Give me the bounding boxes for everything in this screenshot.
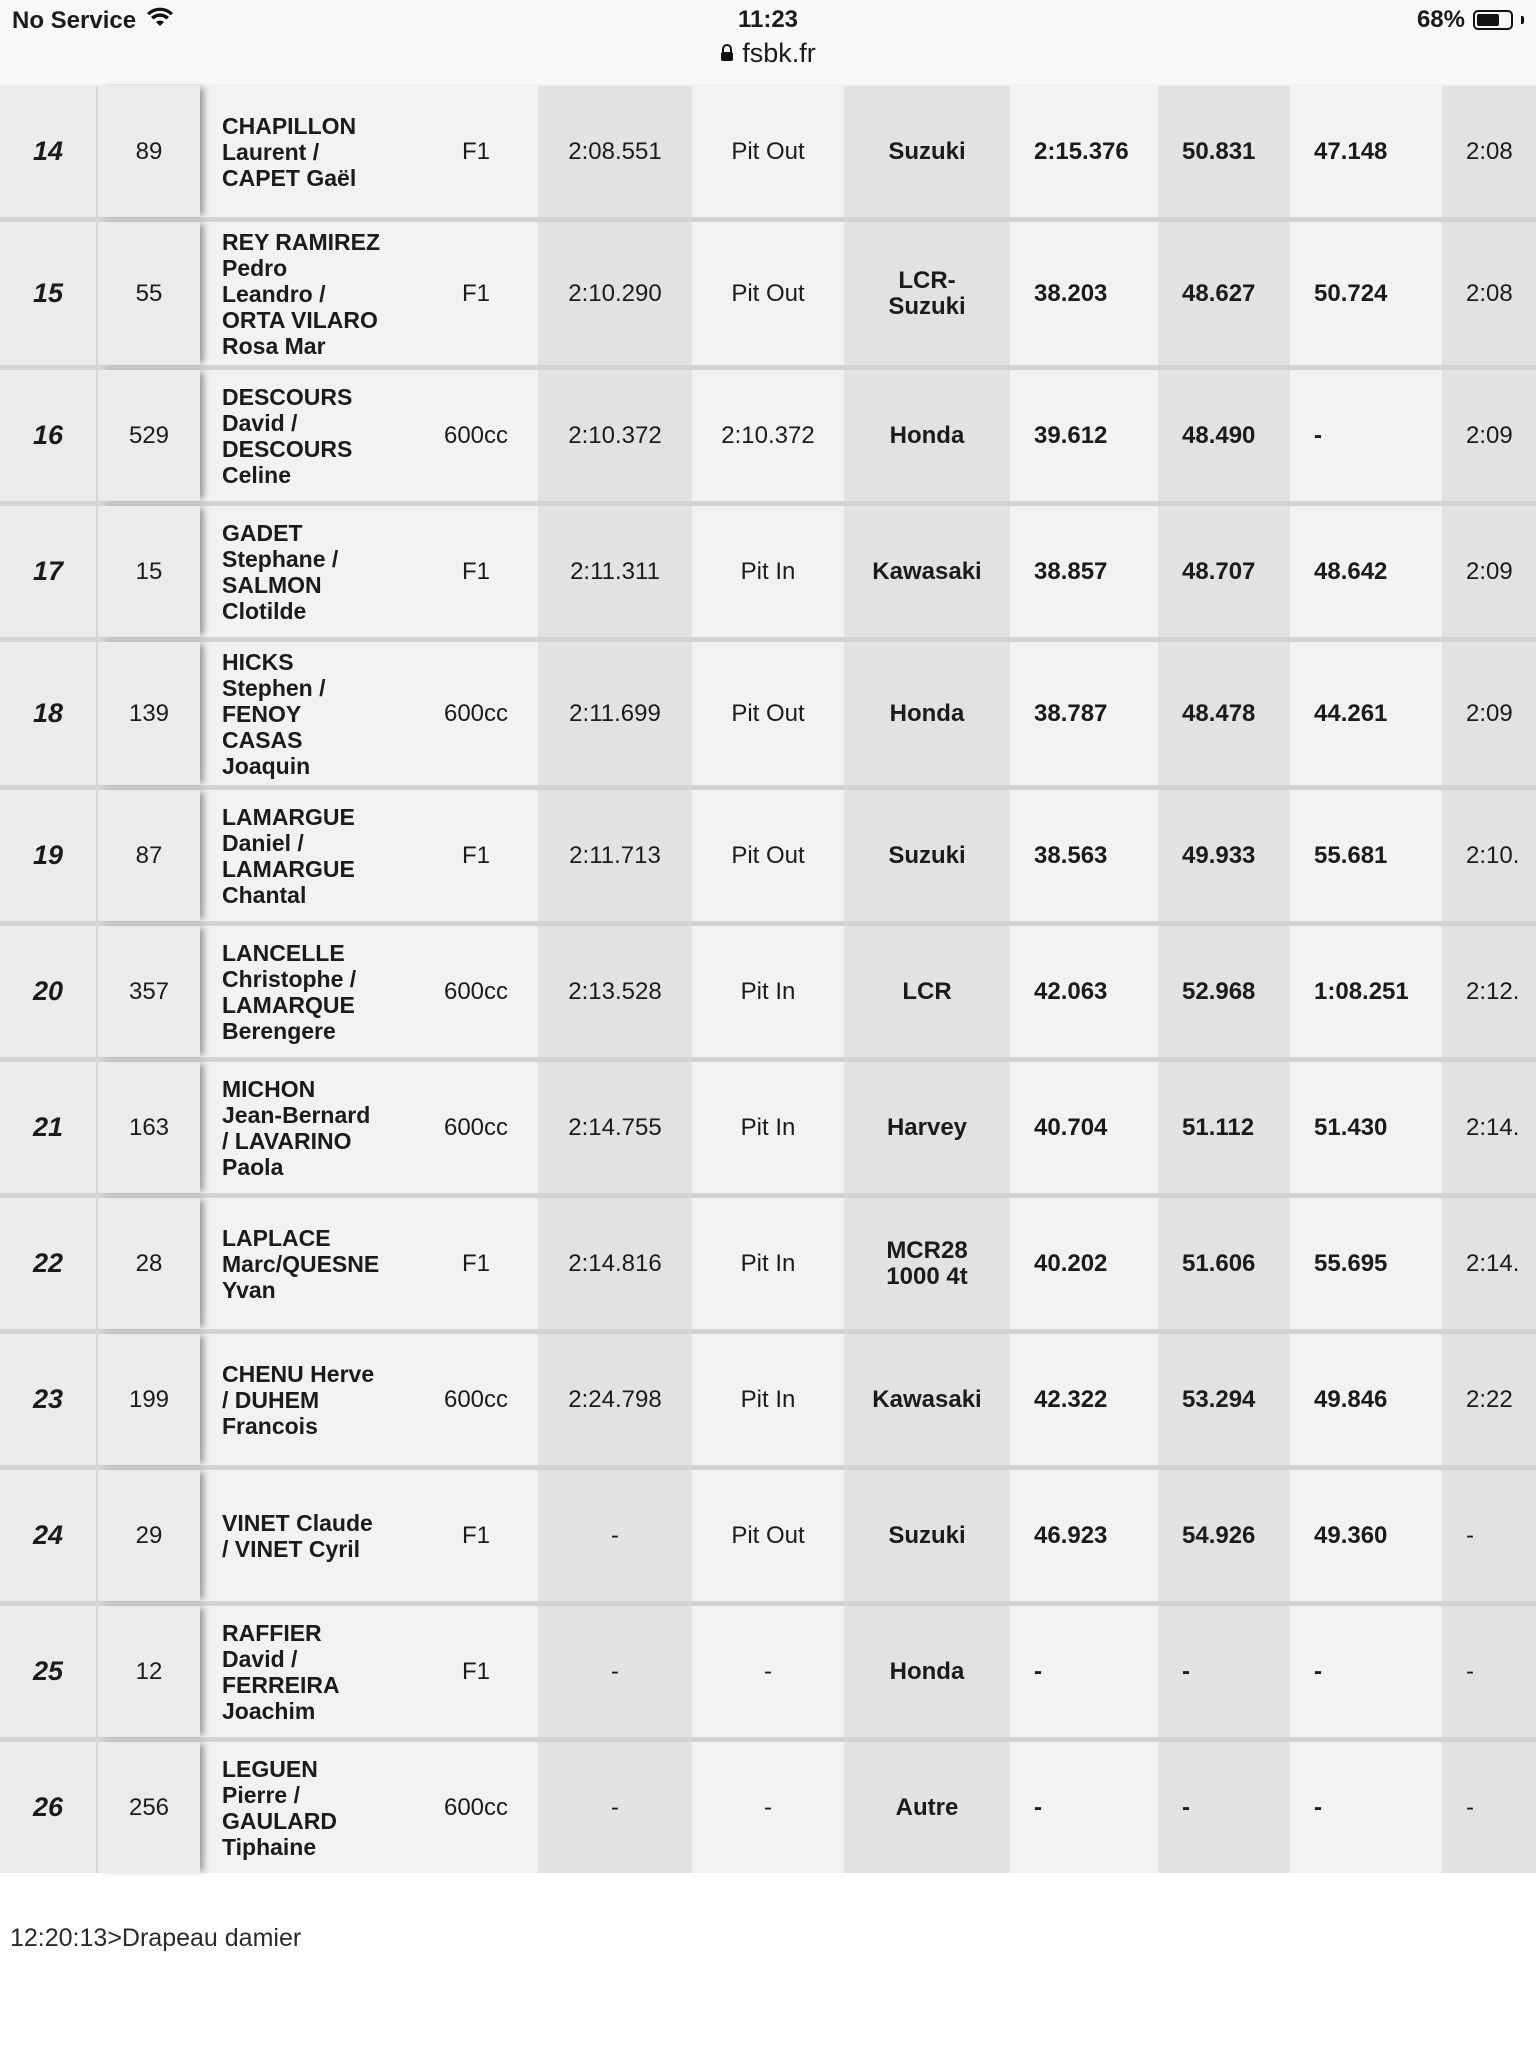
sector2-cell: 48.478 xyxy=(1158,642,1290,785)
rider-names-line: Rosa Mar xyxy=(222,332,326,359)
last-lap-cell: Pit In xyxy=(692,926,844,1057)
position-cell: 19 xyxy=(0,790,98,921)
manufacturer-line: Honda xyxy=(889,421,965,449)
manufacturer-line: Suzuki xyxy=(888,841,966,869)
table-row[interactable] xyxy=(0,1606,1536,1737)
bike-number-cell: 163 xyxy=(98,1062,200,1193)
lap-time-cell: 2:08 xyxy=(1442,86,1536,217)
manufacturer-line: Suzuki xyxy=(888,1521,966,1549)
category-cell: F1 xyxy=(414,1470,538,1601)
rider-names-line: Chantal xyxy=(222,881,307,908)
bike-number-cell: 199 xyxy=(98,1334,200,1465)
rider-names-line: Celine xyxy=(222,461,292,488)
manufacturer-cell xyxy=(844,370,1010,501)
rider-names-cell xyxy=(200,1334,414,1465)
sector1-cell: 39.612 xyxy=(1010,370,1158,501)
rider-names-line: Daniel / xyxy=(222,829,304,856)
rider-names-line: CHAPILLON xyxy=(222,112,357,139)
manufacturer-cell xyxy=(844,1742,1010,1873)
manufacturer-line: Harvey xyxy=(886,1113,968,1141)
table-row[interactable] xyxy=(0,1742,1536,1873)
rider-names-line: REY RAMIREZ xyxy=(222,228,381,255)
category-cell: F1 xyxy=(414,1198,538,1329)
lap-time-cell: 2:08 xyxy=(1442,222,1536,365)
bike-number-cell: 89 xyxy=(98,86,200,217)
manufacturer-cell xyxy=(844,926,1010,1057)
rider-names-line: Laurent / xyxy=(222,138,320,165)
rider-names-line: / VINET Cyril xyxy=(222,1535,361,1562)
category-cell: 600cc xyxy=(414,1062,538,1193)
last-lap-cell: Pit Out xyxy=(692,222,844,365)
table-row[interactable] xyxy=(0,506,1536,637)
sector2-cell: - xyxy=(1158,1742,1290,1873)
last-lap-cell: Pit In xyxy=(692,1062,844,1193)
battery-icon xyxy=(1473,10,1513,30)
rider-names-cell xyxy=(200,1470,414,1601)
lap-time-cell: 2:10. xyxy=(1442,790,1536,921)
rider-names-line: CHENU Herve xyxy=(222,1360,375,1387)
last-lap-cell: - xyxy=(692,1606,844,1737)
rider-names-cell xyxy=(200,1062,414,1193)
rider-names-line: LAMARGUE xyxy=(222,803,355,830)
rider-names-line: Pierre / xyxy=(222,1781,300,1808)
manufacturer-line: Kawasaki xyxy=(872,1385,982,1413)
sector3-cell: 1:08.251 xyxy=(1290,926,1442,1057)
rider-names-line: Joaquin xyxy=(222,752,311,779)
rider-names-line: Paola xyxy=(222,1153,284,1180)
rider-names-cell xyxy=(200,926,414,1057)
manufacturer-cell xyxy=(844,1334,1010,1465)
rider-names-line: ORTA VILARO xyxy=(222,306,378,333)
table-row[interactable] xyxy=(0,790,1536,921)
best-lap-cell: 2:14.755 xyxy=(538,1062,692,1193)
rider-names-line: CAPET Gaël xyxy=(222,164,357,191)
rider-names-cell xyxy=(200,506,414,637)
bike-number-cell: 55 xyxy=(98,222,200,365)
rider-names-line: HICKS xyxy=(222,648,294,675)
rider-names-line: LEGUEN xyxy=(222,1755,318,1782)
carrier-label: No Service xyxy=(12,6,137,34)
bike-number-cell: 15 xyxy=(98,506,200,637)
manufacturer-cell xyxy=(844,86,1010,217)
last-lap-cell: Pit Out xyxy=(692,642,844,785)
table-row[interactable] xyxy=(0,642,1536,785)
rider-names-line: / DUHEM xyxy=(222,1386,320,1413)
rider-names-cell xyxy=(200,1606,414,1737)
manufacturer-cell xyxy=(844,642,1010,785)
manufacturer-line: LCR- xyxy=(898,266,956,294)
rider-names-line: CASAS xyxy=(222,726,303,753)
category-cell: 600cc xyxy=(414,370,538,501)
last-lap-cell: Pit In xyxy=(692,1334,844,1465)
rider-names-line: Christophe / xyxy=(222,965,357,992)
manufacturer-line: Honda xyxy=(889,699,965,727)
category-cell: 600cc xyxy=(414,1334,538,1465)
rider-names-line: SALMON xyxy=(222,571,322,598)
battery-percent: 68% xyxy=(1416,6,1465,33)
sector3-cell: - xyxy=(1290,1742,1442,1873)
sector1-cell: 40.704 xyxy=(1010,1062,1158,1193)
manufacturer-cell xyxy=(844,1606,1010,1737)
table-row[interactable] xyxy=(0,1470,1536,1601)
lap-time-cell: - xyxy=(1442,1742,1536,1873)
sector1-cell: 2:15.376 xyxy=(1010,86,1158,217)
race-status-footer: 12:20:13>Drapeau damier xyxy=(10,1924,302,1952)
sector1-cell: 38.857 xyxy=(1010,506,1158,637)
category-cell: F1 xyxy=(414,506,538,637)
rider-names-line: Tiphaine xyxy=(222,1833,317,1860)
rider-names-line: FERREIRA xyxy=(222,1671,340,1698)
category-cell: F1 xyxy=(414,86,538,217)
rider-names-cell xyxy=(200,642,414,785)
sector2-cell: 48.490 xyxy=(1158,370,1290,501)
lap-time-cell: 2:09 xyxy=(1442,370,1536,501)
bike-number-cell: 256 xyxy=(98,1742,200,1873)
best-lap-cell: - xyxy=(538,1742,692,1873)
best-lap-cell: 2:08.551 xyxy=(538,86,692,217)
sector2-cell: 50.831 xyxy=(1158,86,1290,217)
rider-names-cell xyxy=(200,370,414,501)
lap-time-cell: 2:09 xyxy=(1442,506,1536,637)
manufacturer-line: 1000 4t xyxy=(886,1262,968,1290)
rider-names-cell xyxy=(200,790,414,921)
sector3-cell: 55.695 xyxy=(1290,1198,1442,1329)
sector1-cell: - xyxy=(1010,1606,1158,1737)
sector3-cell: - xyxy=(1290,370,1442,501)
rider-names-line: Stephen / xyxy=(222,674,326,701)
rider-names-line: Clotilde xyxy=(222,597,307,624)
rider-names-line: DESCOURS xyxy=(222,435,353,462)
rider-names-line: LAMARGUE xyxy=(222,855,355,882)
position-cell: 15 xyxy=(0,222,98,365)
sector2-cell: 52.968 xyxy=(1158,926,1290,1057)
sector3-cell: - xyxy=(1290,1606,1442,1737)
lap-time-cell: 2:14. xyxy=(1442,1198,1536,1329)
manufacturer-cell xyxy=(844,1062,1010,1193)
manufacturer-cell xyxy=(844,506,1010,637)
lock-icon xyxy=(720,36,734,70)
rider-names-line: Berengere xyxy=(222,1017,336,1044)
sector2-cell: 48.707 xyxy=(1158,506,1290,637)
rider-names-line: LANCELLE xyxy=(222,939,345,966)
sector1-cell: 42.322 xyxy=(1010,1334,1158,1465)
position-cell: 20 xyxy=(0,926,98,1057)
table-row[interactable] xyxy=(0,1062,1536,1193)
table-row[interactable] xyxy=(0,222,1536,365)
sector1-cell: 38.203 xyxy=(1010,222,1158,365)
position-cell: 18 xyxy=(0,642,98,785)
manufacturer-line: Kawasaki xyxy=(872,557,982,585)
lap-time-cell: 2:12. xyxy=(1442,926,1536,1057)
rider-names-line: Jean-Bernard xyxy=(222,1101,371,1128)
category-cell: 600cc xyxy=(414,642,538,785)
position-cell: 21 xyxy=(0,1062,98,1193)
sector3-cell: 47.148 xyxy=(1290,86,1442,217)
rider-names-line: Joachim xyxy=(222,1697,316,1724)
rider-names-cell xyxy=(200,86,414,217)
rider-names-line: RAFFIER xyxy=(222,1619,322,1646)
sector2-cell: 54.926 xyxy=(1158,1470,1290,1601)
last-lap-cell: Pit In xyxy=(692,1198,844,1329)
rider-names-line: DESCOURS xyxy=(222,383,353,410)
status-center xyxy=(0,4,1536,70)
rider-names-line: FENOY xyxy=(222,700,302,727)
rider-names-line: / LAVARINO xyxy=(222,1127,352,1154)
table-row[interactable] xyxy=(0,1198,1536,1329)
sector3-cell: 51.430 xyxy=(1290,1062,1442,1193)
sector1-cell: 40.202 xyxy=(1010,1198,1158,1329)
manufacturer-cell xyxy=(844,790,1010,921)
category-cell: F1 xyxy=(414,222,538,365)
manufacturer-line: LCR xyxy=(902,977,952,1005)
position-cell: 24 xyxy=(0,1470,98,1601)
bike-number-cell: 29 xyxy=(98,1470,200,1601)
lap-time-cell: - xyxy=(1442,1606,1536,1737)
category-cell: F1 xyxy=(414,1606,538,1737)
sector3-cell: 49.846 xyxy=(1290,1334,1442,1465)
bike-number-cell: 529 xyxy=(98,370,200,501)
best-lap-cell: - xyxy=(538,1470,692,1601)
table-row[interactable] xyxy=(0,926,1536,1057)
last-lap-cell: Pit Out xyxy=(692,790,844,921)
last-lap-cell: 2:10.372 xyxy=(692,370,844,501)
rider-names-line: GAULARD xyxy=(222,1807,337,1834)
category-cell: 600cc xyxy=(414,926,538,1057)
sector1-cell: 38.787 xyxy=(1010,642,1158,785)
rider-names-line: David / xyxy=(222,1645,298,1672)
sector2-cell: - xyxy=(1158,1606,1290,1737)
bike-number-cell: 139 xyxy=(98,642,200,785)
best-lap-cell: 2:14.816 xyxy=(538,1198,692,1329)
rider-names-line: Yvan xyxy=(222,1276,276,1303)
table-row[interactable] xyxy=(0,86,1536,217)
position-cell: 23 xyxy=(0,1334,98,1465)
rider-names-line: Francois xyxy=(222,1412,318,1439)
manufacturer-line: Autre xyxy=(895,1793,959,1821)
rider-names-line: Leandro / xyxy=(222,280,326,307)
lap-time-cell: - xyxy=(1442,1470,1536,1601)
best-lap-cell: 2:11.311 xyxy=(538,506,692,637)
position-cell: 26 xyxy=(0,1742,98,1873)
rider-names-line: Pedro xyxy=(222,254,288,281)
sector2-cell: 48.627 xyxy=(1158,222,1290,365)
sector2-cell: 49.933 xyxy=(1158,790,1290,921)
battery-tip xyxy=(1521,16,1524,24)
rider-names-line: MICHON xyxy=(222,1075,316,1102)
status-right xyxy=(1417,6,1524,34)
position-cell: 25 xyxy=(0,1606,98,1737)
best-lap-cell: - xyxy=(538,1606,692,1737)
manufacturer-cell xyxy=(844,1470,1010,1601)
sector2-cell: 51.112 xyxy=(1158,1062,1290,1193)
last-lap-cell: Pit In xyxy=(692,506,844,637)
best-lap-cell: 2:10.290 xyxy=(538,222,692,365)
best-lap-cell: 2:10.372 xyxy=(538,370,692,501)
sector3-cell: 50.724 xyxy=(1290,222,1442,365)
sector3-cell: 49.360 xyxy=(1290,1470,1442,1601)
clock: 11:23 xyxy=(737,6,799,33)
lap-time-cell: 2:09 xyxy=(1442,642,1536,785)
table-row[interactable] xyxy=(0,1334,1536,1465)
manufacturer-line: Honda xyxy=(889,1657,965,1685)
url-text: fsbk.fr xyxy=(742,38,816,68)
position-cell: 14 xyxy=(0,86,98,217)
bike-number-cell: 12 xyxy=(98,1606,200,1737)
manufacturer-cell xyxy=(844,1198,1010,1329)
rider-names-cell xyxy=(200,1742,414,1873)
rider-names-line: Marc/QUESNE xyxy=(222,1250,380,1277)
rider-names-line: David / xyxy=(222,409,298,436)
bike-number-cell: 87 xyxy=(98,790,200,921)
sector1-cell: 42.063 xyxy=(1010,926,1158,1057)
category-cell: 600cc xyxy=(414,1742,538,1873)
rider-names-line: LAPLACE xyxy=(222,1224,331,1251)
bike-number-cell: 357 xyxy=(98,926,200,1057)
rider-names-line: LAMARQUE xyxy=(222,991,355,1018)
category-cell: F1 xyxy=(414,790,538,921)
position-cell: 17 xyxy=(0,506,98,637)
sector1-cell: 38.563 xyxy=(1010,790,1158,921)
sector2-cell: 51.606 xyxy=(1158,1198,1290,1329)
best-lap-cell: 2:11.699 xyxy=(538,642,692,785)
last-lap-cell: Pit Out xyxy=(692,86,844,217)
last-lap-cell: Pit Out xyxy=(692,1470,844,1601)
manufacturer-line: MCR28 xyxy=(886,1236,968,1264)
best-lap-cell: 2:11.713 xyxy=(538,790,692,921)
rider-names-line: VINET Claude xyxy=(222,1509,373,1536)
best-lap-cell: 2:24.798 xyxy=(538,1334,692,1465)
table-row[interactable] xyxy=(0,370,1536,501)
rider-names-cell xyxy=(200,222,414,365)
sector1-cell: - xyxy=(1010,1742,1158,1873)
status-bar xyxy=(0,0,1536,85)
address-bar[interactable] xyxy=(720,36,816,70)
manufacturer-line: Suzuki xyxy=(888,292,966,320)
battery-level xyxy=(1477,14,1499,26)
last-lap-cell: - xyxy=(692,1742,844,1873)
manufacturer-cell xyxy=(844,222,1010,365)
sector1-cell: 46.923 xyxy=(1010,1470,1158,1601)
lap-time-cell: 2:22 xyxy=(1442,1334,1536,1465)
rider-names-line: GADET xyxy=(222,519,303,546)
bike-number-cell: 28 xyxy=(98,1198,200,1329)
best-lap-cell: 2:13.528 xyxy=(538,926,692,1057)
rider-names-cell xyxy=(200,1198,414,1329)
sector3-cell: 44.261 xyxy=(1290,642,1442,785)
lap-time-cell: 2:14. xyxy=(1442,1062,1536,1193)
position-cell: 22 xyxy=(0,1198,98,1329)
manufacturer-line: Suzuki xyxy=(888,137,966,165)
sector2-cell: 53.294 xyxy=(1158,1334,1290,1465)
sector3-cell: 48.642 xyxy=(1290,506,1442,637)
position-cell: 16 xyxy=(0,370,98,501)
sector3-cell: 55.681 xyxy=(1290,790,1442,921)
rider-names-line: Stephane / xyxy=(222,545,339,572)
